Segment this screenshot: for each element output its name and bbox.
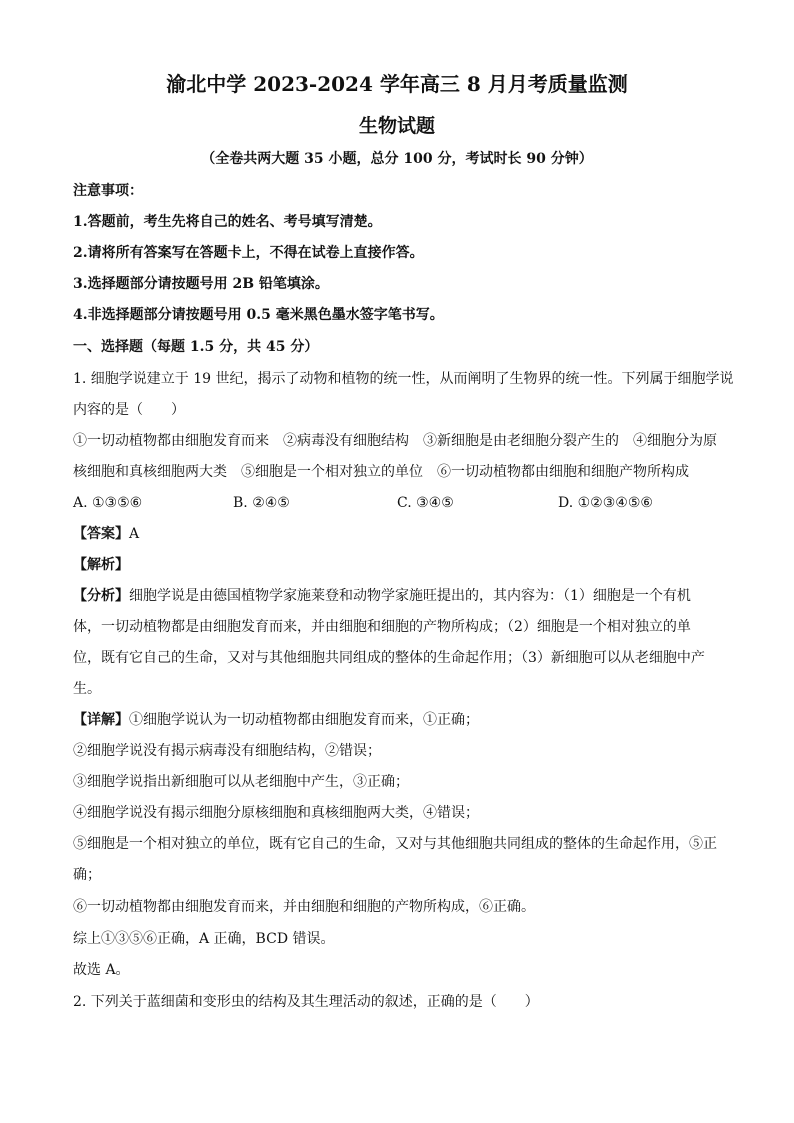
section-heading: 一、选择题（每题 1.5 分，共 45 分） xyxy=(73,339,319,355)
exam-title: 渝北中学 2023-2024 学年高三 8 月月考质量监测 xyxy=(166,72,628,96)
q1-option-b: B. ②④⑤ xyxy=(233,495,290,511)
q1-choose: 故选 A。 xyxy=(73,962,130,978)
fenxi-tag: 【分析】 xyxy=(73,588,129,604)
exam-info: （全卷共两大题 35 小题，总分 100 分，考试时长 90 分钟） xyxy=(201,151,593,167)
q1-option-d: D. ①②③④⑤⑥ xyxy=(558,495,653,511)
analysis-tag: 【解析】 xyxy=(73,557,129,573)
q1-stem-line: 内容的是（ ） xyxy=(73,402,185,418)
xiangjie-text: ①细胞学说认为一切动植物都由细胞发育而来，①正确； xyxy=(129,712,479,728)
q1-option-a: A. ①③⑤⑥ xyxy=(73,495,143,511)
subject-title: 生物试题 xyxy=(358,115,435,137)
fenxi-line xyxy=(73,586,691,606)
fenxi-line: 生。 xyxy=(73,681,101,697)
fenxi-line: 位，既有它自己的生命，又对与其他细胞共同组成的整体的生命起作用；（3）新细胞可以从老细胞中产 xyxy=(73,650,705,666)
xiangjie-line: ⑤细胞是一个相对独立的单位，既有它自己的生命，又对与其他细胞共同组成的整体的生命起作用，⑤正 xyxy=(73,836,717,852)
fenxi-line: 体，一切动植物都是由细胞发育而来，并由细胞和细胞的产物所构成；（2）细胞是一个相对独立的单 xyxy=(73,619,691,635)
fenxi-text: 细胞学说是由德国植物学家施莱登和动物学家施旺提出的，其内容为：（1）细胞是一个有机 xyxy=(129,588,691,604)
xiangjie-line: ③细胞学说指出新细胞可以从老细胞中产生，③正确； xyxy=(73,774,409,790)
q1-stem-line: 1. 细胞学说建立于 19 世纪，揭示了动物和植物的统一性，从而阐明了生物界的统一性。下列属于细胞学说 xyxy=(73,371,734,387)
q2-stem: 2. 下列关于蓝细菌和变形虫的结构及其生理活动的叙述，正确的是（ ） xyxy=(73,994,539,1010)
q1-items-line: ①一切动植物都由细胞发育而来 ②病毒没有细胞结构 ③新细胞是由老细胞分裂产生的 ④细胞分为原 xyxy=(73,433,717,449)
notice-item: 3.选择题部分请按题号用 2B 铅笔填涂。 xyxy=(73,276,329,292)
notice-item: 1.答题前，考生先将自己的姓名、考号填写清楚。 xyxy=(73,214,382,230)
notice-item: 4.非选择题部分请按题号用 0.5 毫米黑色墨水签字笔书写。 xyxy=(73,307,444,323)
xiangjie-line: ④细胞学说没有揭示细胞分原核细胞和真核细胞两大类，④错误； xyxy=(73,805,479,821)
q1-items-line: 核细胞和真核细胞两大类 ⑤细胞是一个相对独立的单位 ⑥一切动植物都由细胞和细胞产物所构成 xyxy=(73,464,689,480)
notice-item: 2.请将所有答案写在答题卡上，不得在试卷上直接作答。 xyxy=(73,245,424,261)
answer-tag: 【答案】 xyxy=(73,526,129,542)
xiangjie-line: ②细胞学说没有揭示病毒没有细胞结构，②错误； xyxy=(73,743,381,759)
answer-value: A xyxy=(129,526,140,542)
xiangjie-line: ⑥一切动植物都由细胞发育而来，并由细胞和细胞的产物所构成，⑥正确。 xyxy=(73,899,535,915)
q1-summary: 综上①③⑤⑥正确，A 正确，BCD 错误。 xyxy=(73,931,335,947)
q1-option-c: C. ③④⑤ xyxy=(397,495,454,511)
xiangjie-line: 确； xyxy=(73,867,101,883)
q1-answer xyxy=(73,524,139,544)
notice-heading: 注意事项： xyxy=(73,183,143,199)
xiangjie-line xyxy=(73,710,479,730)
xiangjie-tag: 【详解】 xyxy=(73,712,129,728)
